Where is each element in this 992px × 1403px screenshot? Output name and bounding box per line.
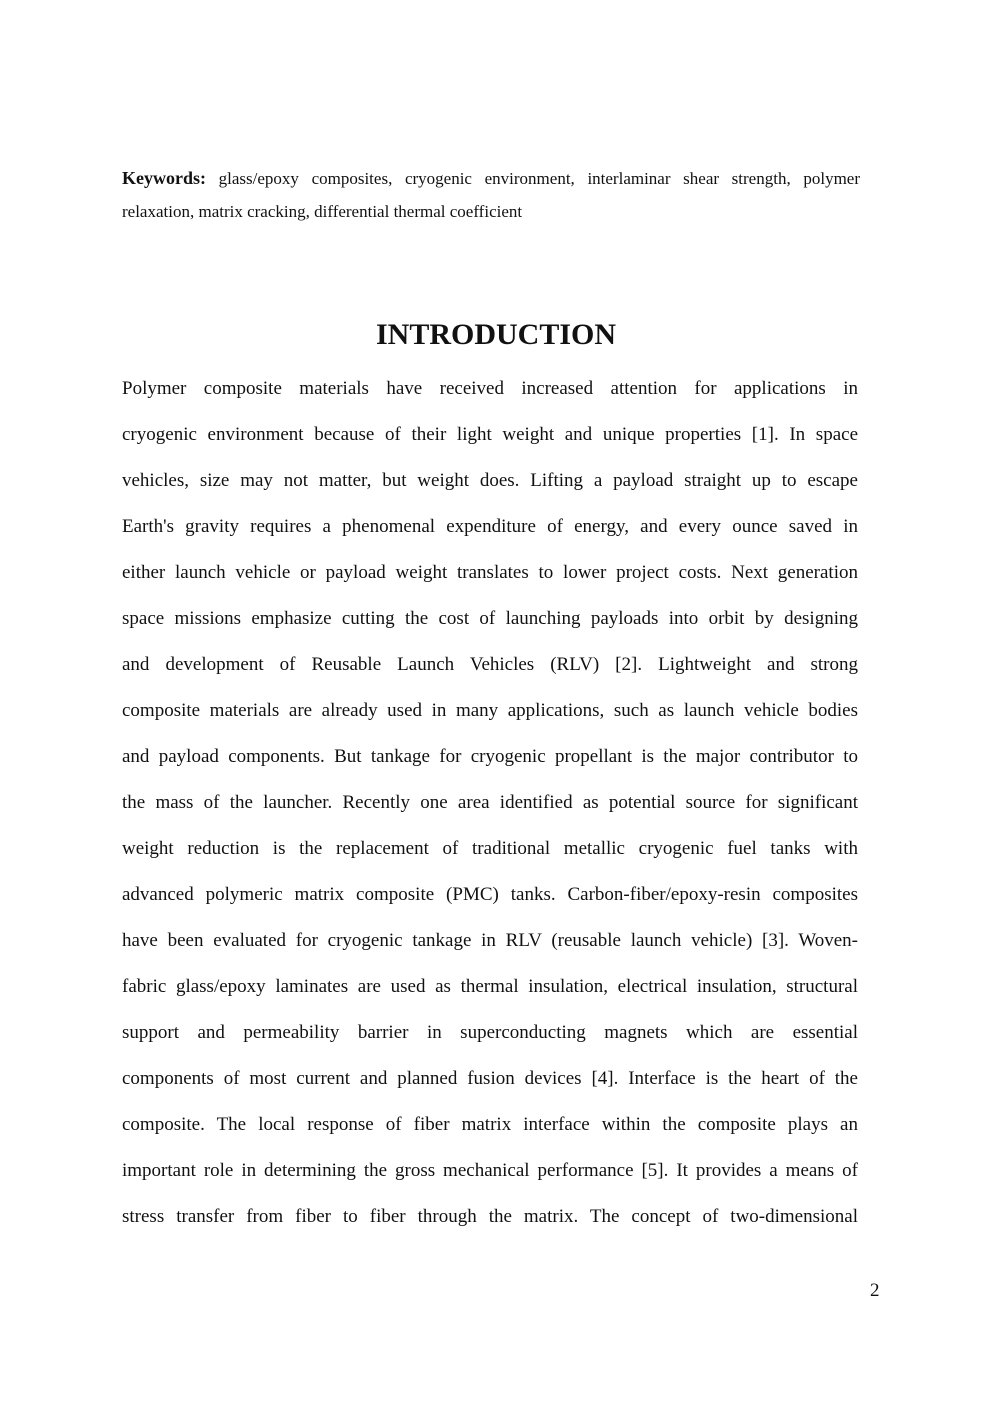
keywords-text-1: glass/epoxy composites, cryogenic environment, interlaminar shear strength, polymer	[218, 169, 860, 188]
body-line: have been evaluated for cryogenic tankage in RLV (reusable launch vehicle) [3]. Woven-	[122, 930, 858, 951]
keywords-label: Keywords:	[122, 168, 206, 188]
body-line: fabric glass/epoxy laminates are used as thermal insulation, electrical insulation, structural	[122, 976, 858, 997]
page-number: 2	[870, 1280, 880, 1301]
body-line: stress transfer from fiber to fiber through the matrix. The concept of two-dimensional	[122, 1206, 858, 1227]
body-line: the mass of the launcher. Recently one area identified as potential source for significant	[122, 792, 858, 813]
body-line: weight reduction is the replacement of traditional metallic cryogenic fuel tanks with	[122, 838, 858, 859]
body-line: and development of Reusable Launch Vehicles (RLV) [2]. Lightweight and strong	[122, 654, 858, 675]
body-line: either launch vehicle or payload weight translates to lower project costs. Next generation	[122, 562, 858, 583]
body-line: advanced polymeric matrix composite (PMC) tanks. Carbon-fiber/epoxy-resin composites	[122, 884, 858, 905]
section-heading: INTRODUCTION	[375, 318, 617, 351]
keywords-paragraph	[122, 162, 860, 228]
body-line: cryogenic environment because of their light weight and unique properties [1]. In space	[122, 424, 858, 445]
body-line: components of most current and planned fusion devices [4]. Interface is the heart of the	[122, 1068, 858, 1089]
keywords-line-1	[122, 162, 860, 195]
body-line: Polymer composite materials have received increased attention for applications in	[122, 378, 858, 399]
body-line: important role in determining the gross mechanical performance [5]. It provides a means of	[122, 1160, 858, 1181]
body-paragraph	[122, 374, 858, 1248]
body-line: composite materials are already used in many applications, such as launch vehicle bodies	[122, 700, 858, 721]
body-line: vehicles, size may not matter, but weight does. Lifting a payload straight up to escape	[122, 470, 858, 491]
body-line: space missions emphasize cutting the cost of launching payloads into orbit by designing	[122, 608, 858, 629]
body-line: and payload components. But tankage for cryogenic propellant is the major contributor to	[122, 746, 858, 767]
keywords-line-2: relaxation, matrix cracking, differential thermal coefficient	[122, 202, 523, 221]
body-line: Earth's gravity requires a phenomenal expenditure of energy, and every ounce saved in	[122, 516, 858, 537]
body-line: composite. The local response of fiber matrix interface within the composite plays an	[122, 1114, 858, 1135]
body-line: support and permeability barrier in superconducting magnets which are essential	[122, 1022, 858, 1043]
